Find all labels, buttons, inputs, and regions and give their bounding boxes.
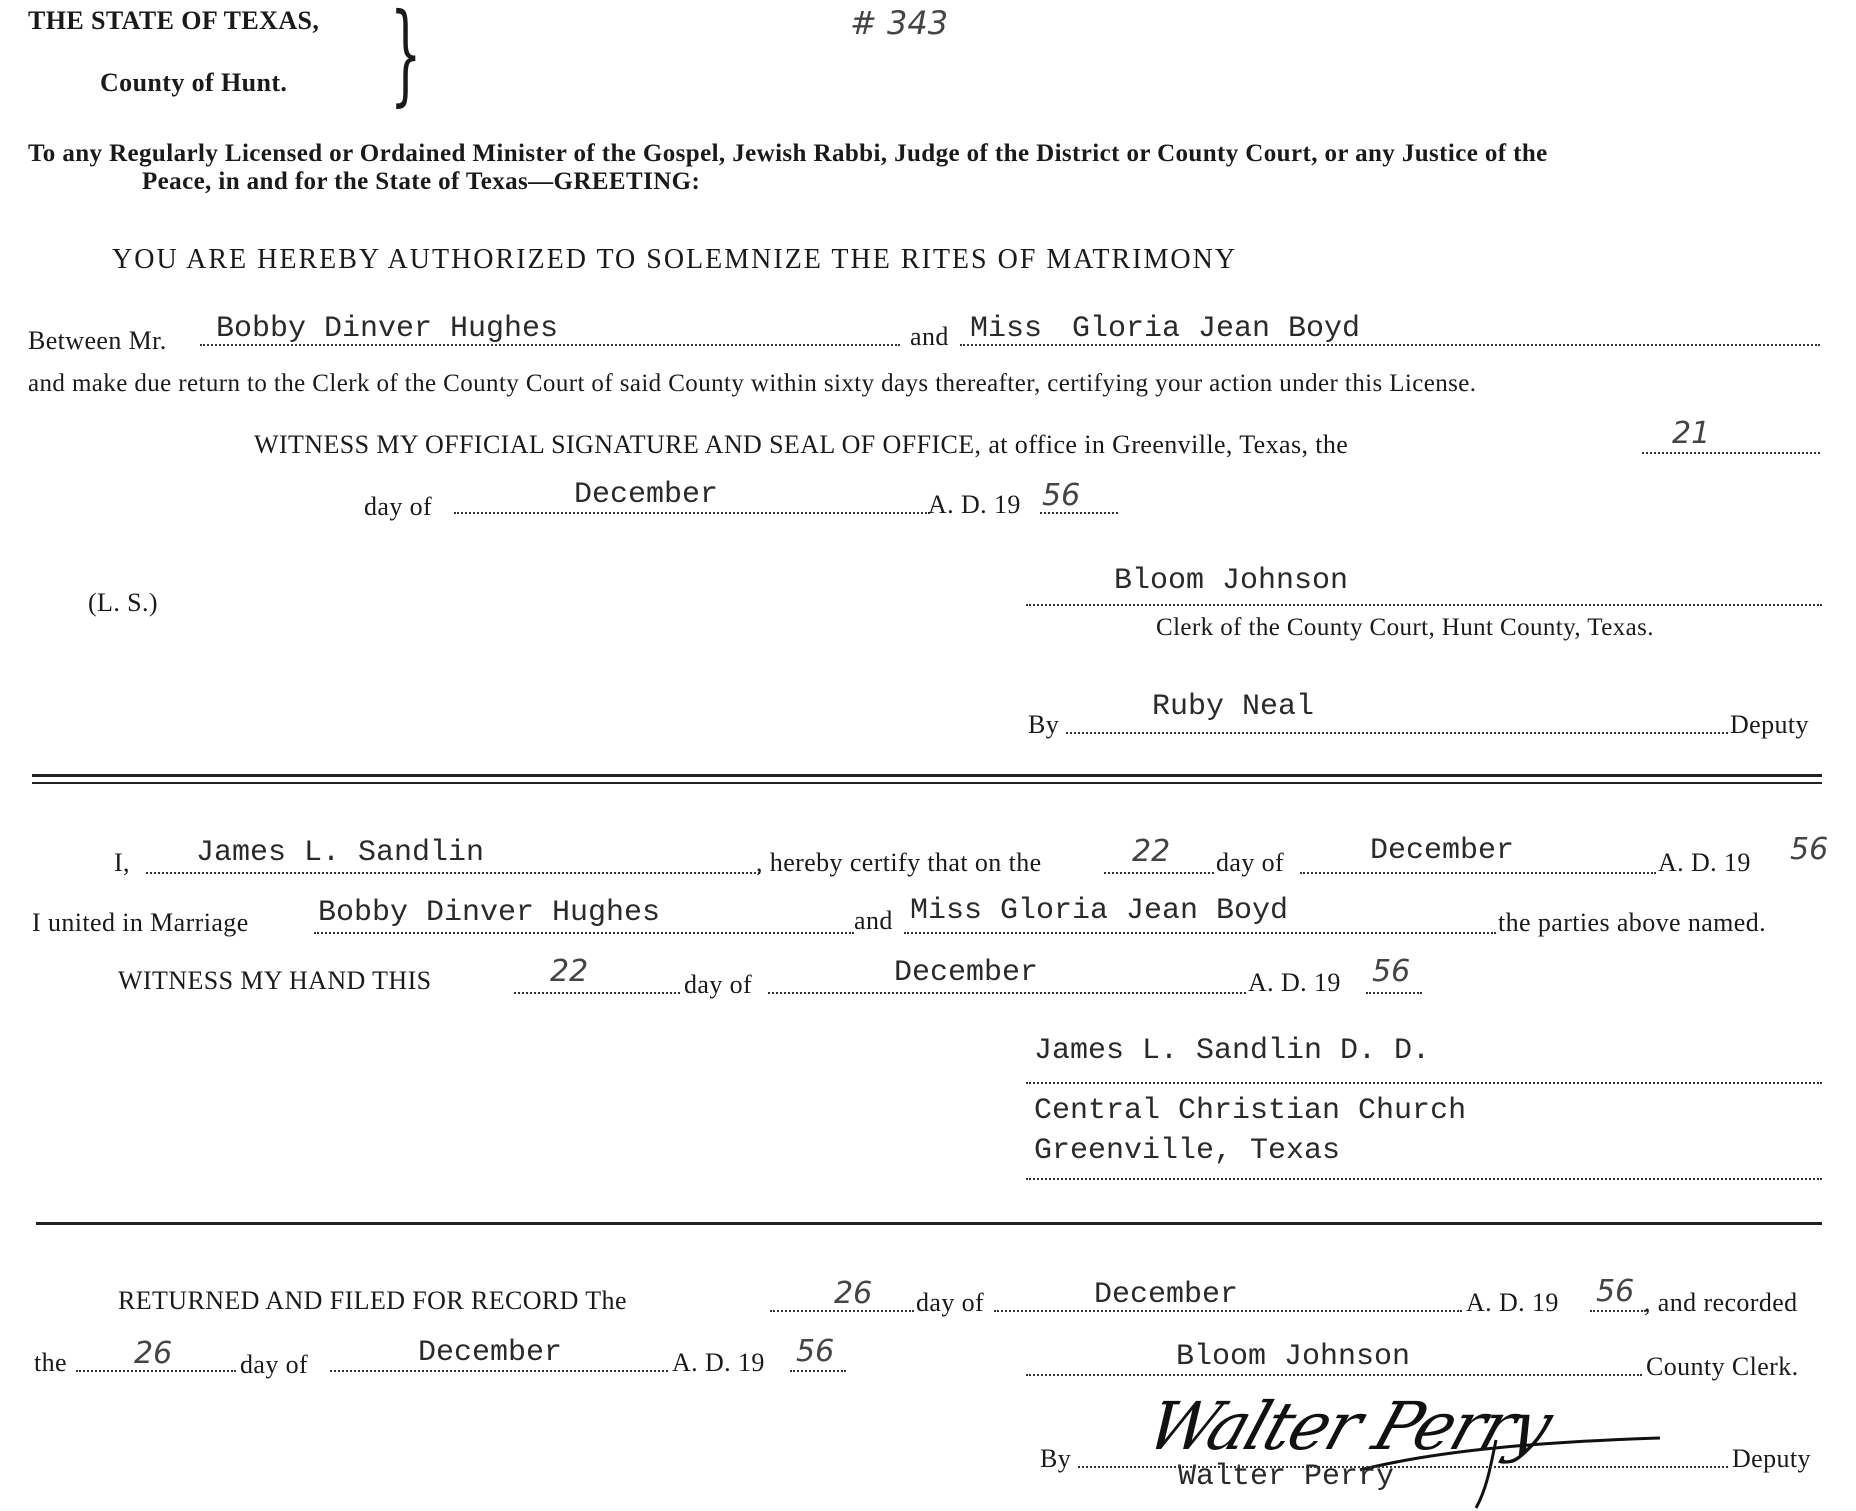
filed-month-line: [994, 1310, 1462, 1312]
witness-month: December: [574, 478, 719, 512]
clerk-title: Clerk of the County Court, Hunt County, Texas.: [1156, 614, 1654, 641]
filed-month: December: [1094, 1278, 1239, 1312]
united-label: I united in Marriage: [32, 908, 249, 937]
recorded-ad: A. D. 19: [672, 1348, 765, 1377]
witness-year: 56: [1042, 478, 1081, 513]
county-heading: County of Hunt.: [100, 68, 288, 97]
hand-month: December: [894, 956, 1039, 990]
church-city: Greenville, Texas: [1034, 1134, 1341, 1168]
deputy-line: [1066, 732, 1728, 734]
deputy-handwritten-signature: Walter Perry: [1137, 1388, 1561, 1465]
certificate-month-line: [1300, 872, 1656, 874]
hand-year: 56: [1372, 954, 1411, 989]
certificate-bride: Miss Gloria Jean Boyd: [910, 894, 1289, 928]
greeting-line-1: To any Regularly Licensed or Ordained Minister of the Gospel, Jewish Rabbi, Judge of the District or County Court, or any Justice of the: [28, 140, 1548, 167]
certificate-bride-line: [904, 932, 1496, 934]
filing-deputy-line: [1078, 1466, 1728, 1468]
recorded-year: 56: [796, 1334, 835, 1369]
church-line: [1026, 1178, 1822, 1180]
seal-mark: (L. S.): [88, 588, 158, 617]
certificate-ad: A. D. 19: [1658, 848, 1751, 877]
groom-line: [200, 344, 900, 346]
officiant-signature: James L. Sandlin D. D.: [1034, 1034, 1431, 1068]
groom-name: Bobby Dinver Hughes: [216, 312, 559, 346]
certify-text: , hereby certify that on the: [756, 848, 1042, 877]
filing-clerk-line: [1026, 1374, 1642, 1376]
hand-day-of: day of: [684, 970, 753, 999]
deputy-typed-name: Walter Perry: [1178, 1460, 1395, 1494]
section-divider-bottom: [32, 782, 1822, 784]
hand-year-line: [1366, 992, 1422, 994]
recorded-day: 26: [134, 1336, 173, 1371]
deputy-label: Deputy: [1730, 710, 1809, 739]
filed-day: 26: [834, 1276, 873, 1311]
witness-year-line: [1040, 512, 1118, 514]
bride-name: Gloria Jean Boyd: [1072, 312, 1361, 346]
filed-ad: A. D. 19: [1466, 1288, 1559, 1317]
hand-day-line: [514, 992, 680, 994]
recorded-day-of: day of: [240, 1350, 309, 1379]
certificate-and: and: [854, 906, 893, 935]
certificate-year: 56: [1790, 832, 1829, 867]
bride-prefix: Miss: [970, 312, 1043, 346]
recorded-month-line: [330, 1370, 668, 1372]
brace-mark: }: [390, 0, 422, 117]
i-label: I,: [114, 848, 130, 877]
deputy-name: Ruby Neal: [1152, 690, 1315, 724]
officiant-signature-line: [1026, 1082, 1822, 1084]
recorded-month: December: [418, 1336, 563, 1370]
county-clerk-label: County Clerk.: [1646, 1352, 1799, 1381]
record-number: # 343: [850, 4, 949, 42]
clerk-signature-line: [1026, 604, 1822, 606]
filed-year-line: [1590, 1310, 1646, 1312]
and-label: and: [910, 322, 949, 351]
recorded-year-line: [790, 1370, 846, 1372]
hand-label: WITNESS MY HAND THIS: [118, 966, 432, 995]
filing-divider: [36, 1222, 1822, 1225]
ad-label: A. D. 19: [928, 490, 1021, 519]
certificate-day-of: day of: [1216, 848, 1285, 877]
state-heading: THE STATE OF TEXAS,: [28, 6, 320, 35]
day-of-label: day of: [364, 492, 433, 521]
greeting-line-2: Peace, in and for the State of Texas—GREETING:: [142, 168, 701, 195]
filed-year: 56: [1596, 1274, 1635, 1309]
certificate-day-line: [1104, 872, 1214, 874]
certificate-groom: Bobby Dinver Hughes: [318, 896, 661, 930]
certificate-groom-line: [314, 932, 854, 934]
witness-text: WITNESS MY OFFICIAL SIGNATURE AND SEAL OF OFFICE, at office in Greenville, Texas, the: [254, 430, 1349, 459]
filing-by-label: By: [1040, 1444, 1072, 1473]
officiant-line: [146, 872, 760, 874]
clerk-name: Bloom Johnson: [1114, 564, 1349, 598]
between-label: Between Mr.: [28, 326, 167, 355]
witness-month-line: [454, 512, 930, 514]
bride-line: [960, 344, 1820, 346]
filing-deputy-label: Deputy: [1732, 1444, 1811, 1473]
witness-day: 21: [1672, 416, 1711, 451]
recorded-day-line: [76, 1370, 236, 1372]
hand-day: 22: [550, 954, 589, 989]
filed-day-line: [770, 1310, 914, 1312]
hand-month-line: [768, 992, 1246, 994]
witness-day-line: [1642, 452, 1820, 454]
recorded-label: , and recorded: [1644, 1288, 1798, 1317]
officiant-name: James L. Sandlin: [196, 836, 485, 870]
return-instructions: and make due return to the Clerk of the County Court of said County within sixty days thereafter, certifying your action under this License.: [28, 370, 1477, 397]
section-divider-top: [32, 774, 1822, 777]
filing-clerk-name: Bloom Johnson: [1176, 1340, 1411, 1374]
parties-text: the parties above named.: [1498, 908, 1767, 937]
church-name: Central Christian Church: [1034, 1094, 1467, 1128]
filed-day-of: day of: [916, 1288, 985, 1317]
certificate-month: December: [1370, 834, 1515, 868]
authorization-heading: YOU ARE HEREBY AUTHORIZED TO SOLEMNIZE THE RITES OF MATRIMONY: [112, 244, 1238, 275]
certificate-day: 22: [1132, 834, 1171, 869]
returned-label: RETURNED AND FILED FOR RECORD The: [118, 1286, 627, 1315]
the-label: the: [34, 1348, 67, 1377]
hand-ad: A. D. 19: [1248, 968, 1341, 997]
by-label: By: [1028, 710, 1060, 739]
